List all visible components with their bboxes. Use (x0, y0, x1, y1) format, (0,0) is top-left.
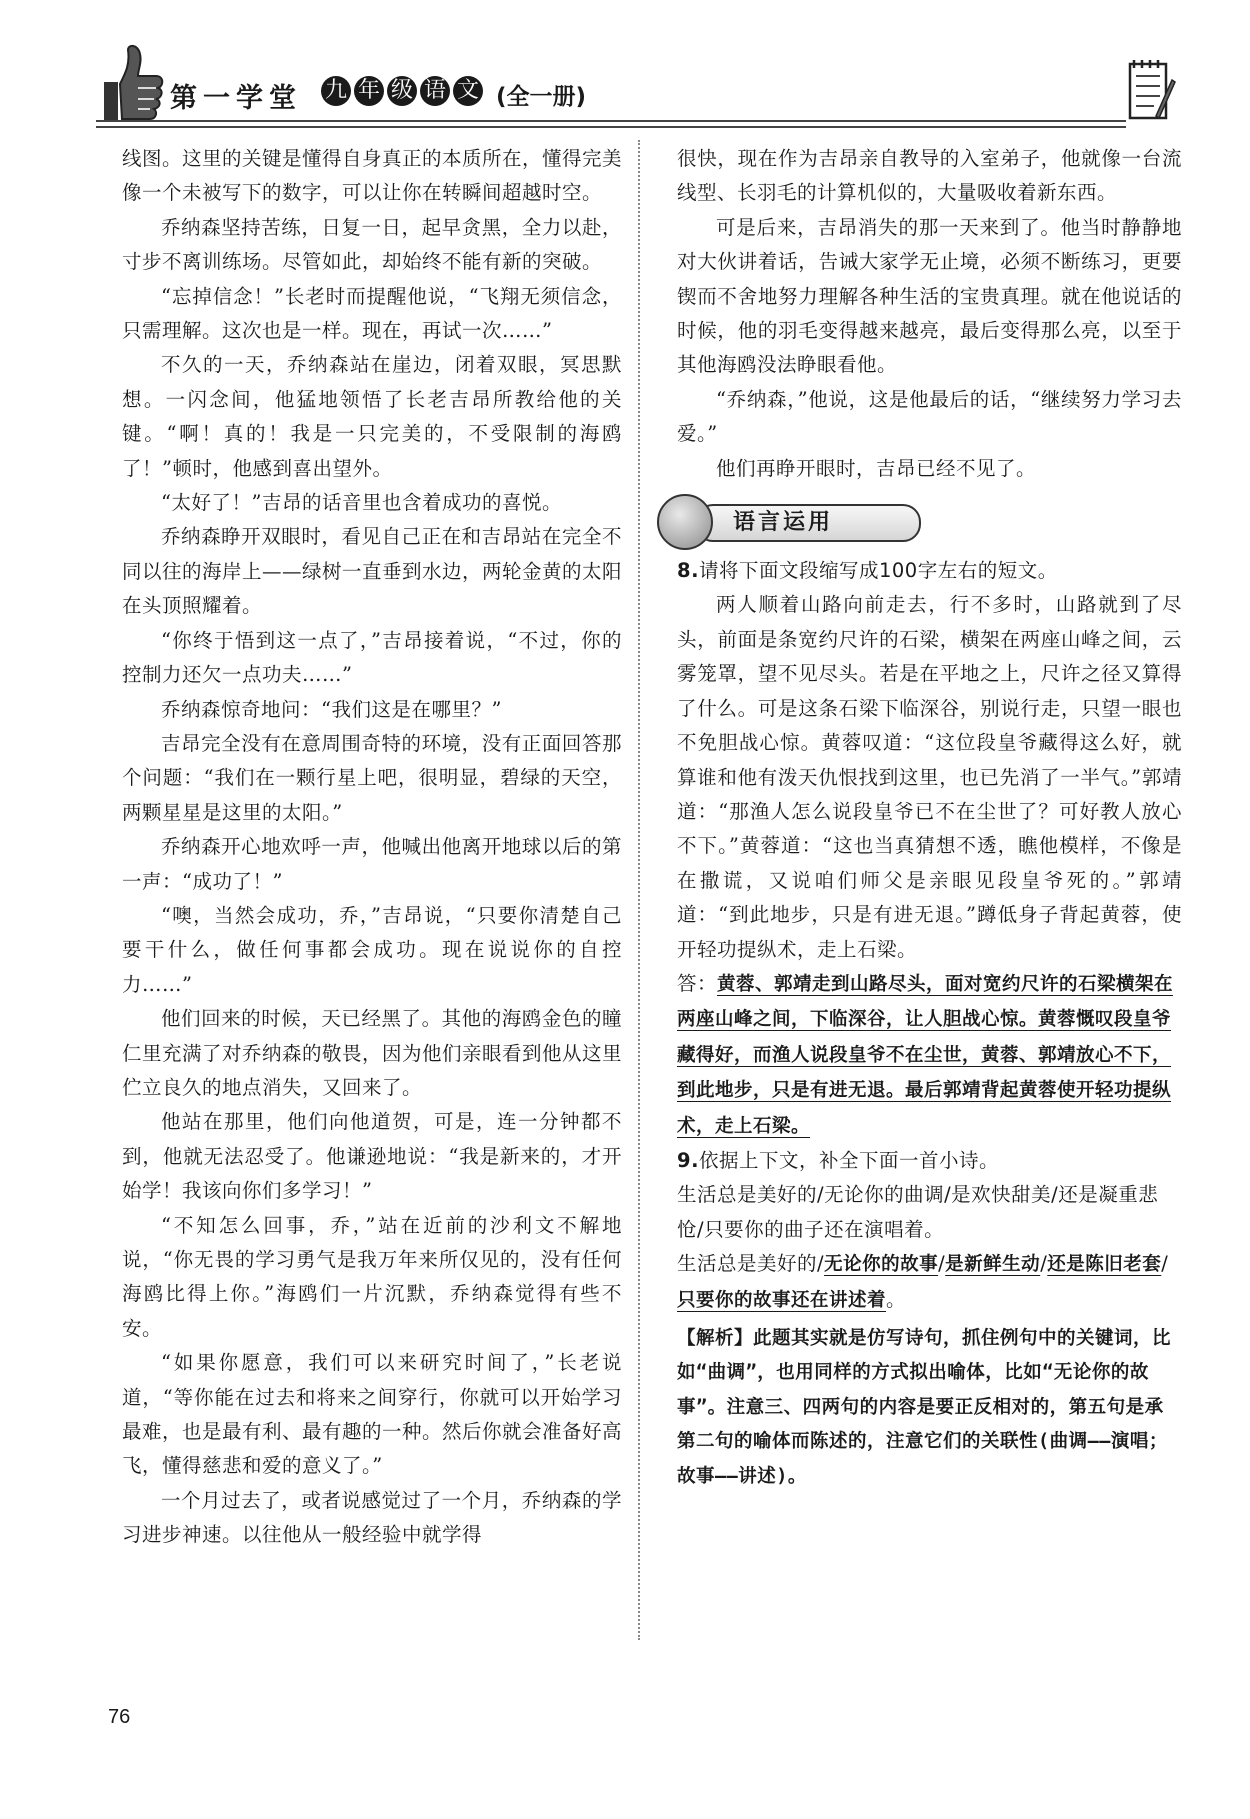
story-paragraph: “噢，当然会成功，乔，”吉昂说，“只要你清楚自己要干什么，做任何事都会成功。现在说说你的自控力……” (122, 903, 622, 996)
poem-separator: / (938, 1252, 946, 1276)
grade-char: 文 (453, 76, 483, 106)
grade-char: 级 (387, 76, 417, 106)
story-paragraph: 可是后来，吉昂消失的那一天来到了。他当时静静地对大伙讲着话，告诫大家学无止境，必须不断练习，更要锲而不舍地努力理解各种生活的宝贵真理。就在他说话的时候，他的羽毛变得越来越亮，最后变得那么亮，以至于其他海鸥没法睁眼看他。 (677, 215, 1182, 377)
brand-title: 第一学堂 (170, 83, 302, 114)
grade-char: 年 (354, 76, 384, 106)
question-prompt: 请将下面文段缩写成100字左右的短文。 (698, 559, 1058, 583)
story-paragraph: “太好了！”吉昂的话音里也含着成功的喜悦。 (161, 491, 562, 515)
volume-label: (全一册) (496, 84, 587, 110)
story-paragraph: 乔纳森睁开双眼时，看见自己正在和吉昂站在完全不同以往的海岸上——绿树一直垂到水边，两轮金黄的太阳在头顶照耀着。 (122, 525, 623, 618)
poem-blank: 是新鲜生动 (945, 1254, 1041, 1276)
answer-label: 答： (677, 971, 718, 995)
story-paragraph: 他们再睁开眼时，吉昂已经不见了。 (716, 456, 1037, 480)
story-paragraph: 乔纳森惊奇地问：“我们这是在哪里？” (161, 697, 502, 721)
story-paragraph: “不知怎么回事，乔，”站在近前的沙利文不解地说，“你无畏的学习勇气是我万年来所仅见的，没有任何海鸥比得上你。”海鸥们一片沉默，乔纳森觉得有些不安。 (122, 1213, 622, 1340)
question-prompt: 依据上下文，补全下面一首小诗。 (698, 1148, 999, 1172)
story-paragraph: 乔纳森开心地欢呼一声，他喊出他离开地球以后的第一声：“成功了！” (122, 835, 622, 893)
page-header (96, 36, 1176, 128)
story-paragraph: 吉昂完全没有在意周围奇特的环境，没有正面回答那个问题：“我们在一颗行星上吧，很明显，碧绿的天空，两颗星星是这里的太阳。” (122, 731, 622, 824)
answer-text: 黄蓉、郭靖走到山路尽头，面对宽约尺许的石梁横架在两座山峰之间，下临深谷，让人胆战心惊。黄蓉慨叹段皇爷藏得好，而渔人说段皇爷不在尘世，黄蓉、郭靖放心不下，到此地步，只是有进无退。最后郭靖背起黄蓉使开轻功提纵术，走上石梁。 (677, 973, 1174, 1137)
question-passage: 两人顺着山路向前走去，行不多时，山路就到了尽头，前面是条宽约尺许的石梁，横架在两座山峰之间，云雾笼罩，望不见尽头。若是在平地之上，尺许之径又算得了什么。可是这条石梁下临深谷，别说行走，只望一眼也不免胆战心惊。黄蓉叹道：“这位段皇爷藏得这么好，就算谁和他有泼天仇恨找到这里，也已先消了一半气。”郭靖道：“那渔人怎么说段皇爷已不在尘世了？可好教人放心不下。”黄蓉道：“这也当真猜想不透，瞧他模样，不像是在撒谎，又说咱们师父是亲眼见段皇爷死的。”郭靖道：“到此地步，只是有进无退。”蹲低身子背起黄蓉，使开轻功提纵术，走上石梁。 (677, 593, 1182, 961)
question-8 (677, 554, 1182, 588)
analysis-text: 此题其实就是仿写诗句，抓住例句中的关键词，比如“曲调”，也用同样的方式拟出喻体，比如“无论你的故事”。注意三、四两句的内容是要正反相对的，第五句是承第二句的喻体而陈述的，注意它们的关联性(曲调——演唱；故事——讲述)。 (677, 1328, 1172, 1487)
section-title: 语言运用 (733, 510, 834, 536)
section-header (657, 494, 922, 548)
story-paragraph: 他站在那里，他们向他道贺，可是，连一分钟都不到，他就无法忍受了。他谦逊地说：“我是新来的，才开始学！我该向你们多学习！” (122, 1110, 622, 1203)
story-paragraph: “如果你愿意，我们可以来研究时间了，”长老说道，“等你能在过去和将来之间穿行，你就可以开始学习最难，也是最有利、最有趣的一种。然后你就会准备好高飞，懂得慈悲和爱的意义了。” (122, 1351, 623, 1478)
question-number: 9. (677, 1148, 699, 1172)
story-paragraph: 很快，现在作为吉昂亲自教导的入室弟子，他就像一台流线型、长羽毛的计算机似的，大量吸收着新东西。 (677, 147, 1182, 205)
analysis (677, 1322, 1182, 1494)
grade-subject-label (321, 76, 486, 106)
thumbs-up-icon (96, 42, 166, 122)
left-column (122, 142, 622, 1553)
poem-prefix: 生活总是美好的/ (677, 1252, 825, 1276)
question-9 (677, 1144, 1182, 1178)
page-number: 76 (108, 1706, 131, 1728)
right-column (677, 142, 1182, 1494)
thumbs-up-badge-icon (657, 494, 713, 550)
story-paragraph: 乔纳森坚持苦练，日复一日，起早贪黑，全力以赴，寸步不离训练场。尽管如此，却始终不能有新的突破。 (122, 215, 622, 274)
story-paragraph: “忘掉信念！”长老时而提醒他说，“飞翔无须信念，只需理解。这次也是一样。现在，再试一次……” (122, 284, 622, 343)
header-rule (96, 120, 1126, 128)
grade-char: 语 (420, 76, 450, 106)
poem-blank: 无论你的故事 (824, 1254, 939, 1276)
poem-blank: 还是陈旧老套 (1047, 1254, 1162, 1276)
story-paragraph: 一个月过去了，或者说感觉过了一个月，乔纳森的学习进步神速。以往他从一般经验中就学得 (122, 1488, 622, 1547)
poem-end-mark: 。 (886, 1287, 907, 1311)
story-paragraph: 他们回来的时候，天已经黑了。其他的海鸥金色的瞳仁里充满了对乔纳森的敬畏，因为他们亲眼看到他从这里伫立良久的地点消失，又回来了。 (122, 1007, 623, 1099)
poem-completion (677, 1247, 1182, 1318)
answer (677, 967, 1182, 1144)
poem-blank: 只要你的故事还在讲述着 (677, 1289, 887, 1311)
story-paragraph: “乔纳森，”他说，这是他最后的话，“继续努力学习去爱。” (677, 387, 1182, 446)
poem-separator: / (1040, 1252, 1048, 1276)
poem-separator: / (1161, 1252, 1169, 1276)
story-paragraph: 线图。这里的关键是懂得自身真正的本质所在，懂得完美像一个未被写下的数字，可以让你在转瞬间超越时空。 (122, 147, 623, 205)
analysis-tag: 【解析】 (677, 1328, 754, 1349)
column-divider (638, 140, 640, 1640)
notebook-pencil-icon (1126, 56, 1176, 122)
story-paragraph: 不久的一天，乔纳森站在崖边，闭着双眼，冥思默想。一闪念间，他猛地领悟了长老吉昂所教给他的关键。“啊！真的！我是一只完美的，不受限制的海鸥了！”顿时，他感到喜出望外。 (122, 353, 622, 480)
question-number: 8. (677, 559, 699, 583)
example-poem: 生活总是美好的/无论你的曲调/是欢快甜美/还是凝重悲怆/只要你的曲子还在演唱着。 (677, 1183, 1159, 1241)
grade-char: 九 (321, 76, 351, 106)
story-paragraph: “你终于悟到这一点了，”吉昂接着说，“不过，你的控制力还欠一点功夫……” (122, 628, 622, 687)
